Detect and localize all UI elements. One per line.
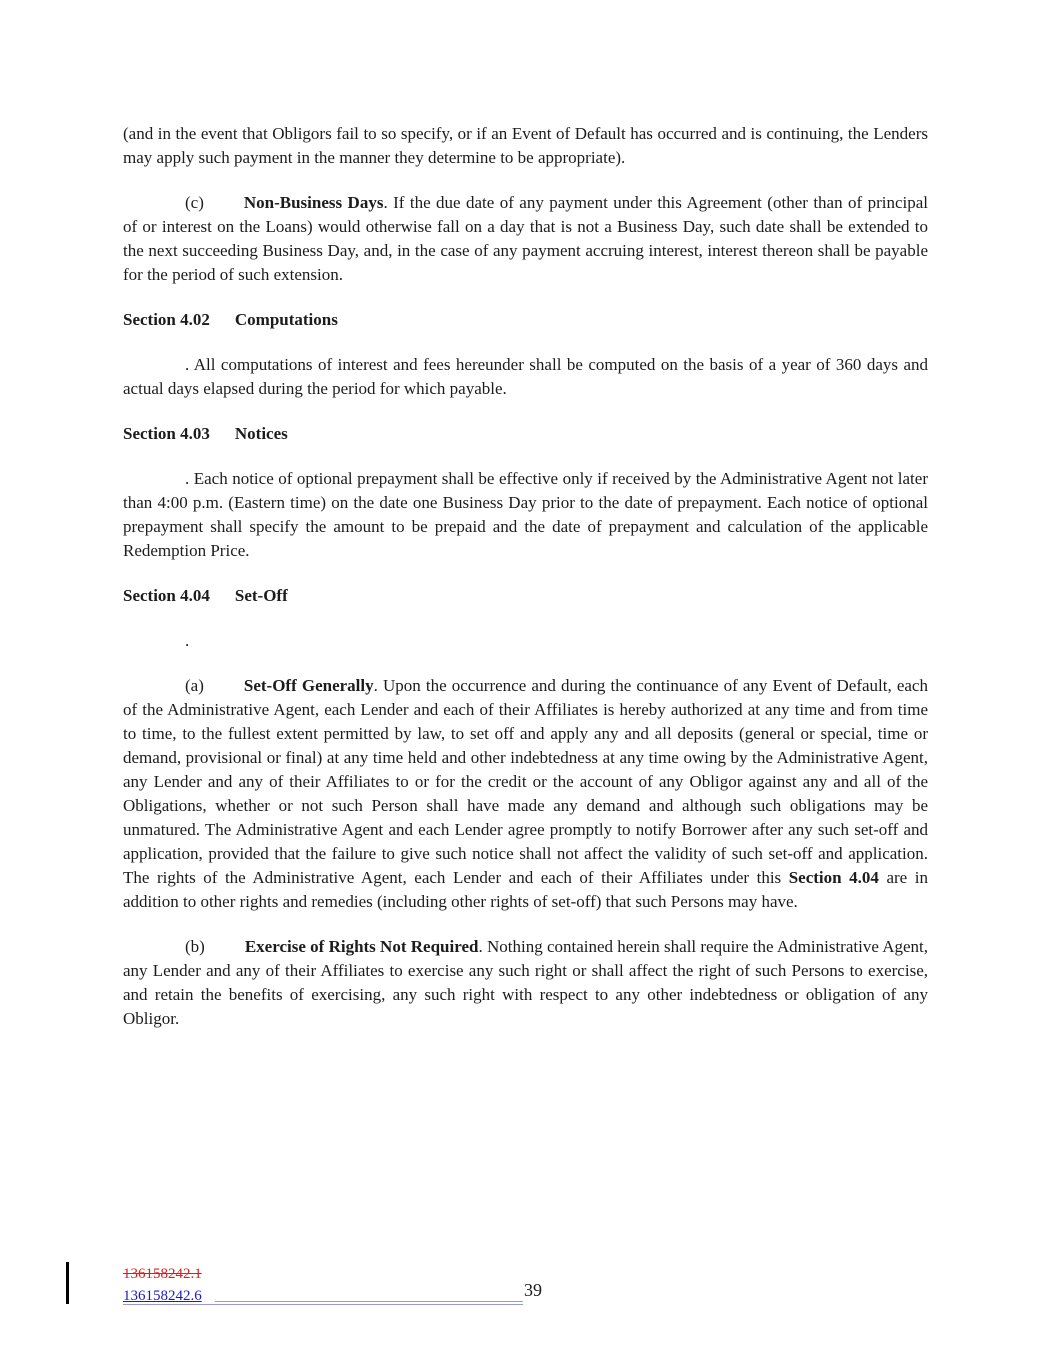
revision-change-bar (66, 1262, 69, 1304)
section-number: Section 4.04 (123, 586, 210, 605)
paragraph-intro: (and in the event that Obligors fail to so specify, or if an Event of Default has occurred and is continuing, the Lenders may apply such payment in the manner they determine to be appropriate). (123, 124, 928, 167)
section-number: Section 4.02 (123, 310, 210, 329)
section-title: Set-Off (234, 586, 288, 605)
footer-current-doc-number: 136158242.6 (123, 1288, 202, 1304)
item-b-heading: Exercise of Rights Not Required (244, 937, 479, 956)
footer-leader-line (123, 1304, 523, 1305)
item-a-text-1: . Upon the occurrence and during the continuance of any Event of Default, each of the Administrative Agent, each Lender and each of their Affiliates is hereby authorized at any time and from time to time, to the fullest extent permitted by law, to set off and apply any and all deposits (general or special, time or demand, provisional or final) at any time held and other indebtedness at any time owing by the Administrative Agent, any Lender and any of their Affiliates to or for the credit or the account of any Obligor against any and all of the Obligations, whether or not such Person shall have made any demand and although such obligations may be unmatured. The Administrative Agent and each Lender agree promptly to notify Borrower after any such set-off and application, provided that the failure to give such notice shall not affect the validity of such set-off and application. The rights of the Administrative Agent, each Lender and each of their Affiliates under this (123, 676, 928, 887)
item-b-text: . Nothing contained herein shall require the Administrative Agent, any Lender and any of their Affiliates to exercise any such right or shall affect the right of such Persons to exercise, and retain the benefits of exercising, any such right with respect to any other indebtedness or obligation of any Obligor. (123, 937, 928, 1028)
section-heading-4-02 (123, 308, 928, 332)
paragraph-item-b (123, 935, 928, 1031)
section-heading-4-04 (123, 584, 928, 608)
item-a-label: (a) (185, 676, 204, 695)
section-title: Notices (234, 424, 288, 443)
paragraph-item-a (123, 674, 928, 914)
item-c-heading: Non-Business Days (243, 193, 384, 212)
section-title: Computations (234, 310, 338, 329)
paragraph-section-4-02: . All computations of interest and fees hereunder shall be computed on the basis of a year of 360 days and actual days elapsed during the period for which payable. (123, 355, 928, 398)
paragraph-section-4-03: . Each notice of optional prepayment shall be effective only if received by the Administrative Agent not later than 4:00 p.m. (Eastern time) on the date one Business Day prior to the date of prepayment. Each notice of optional prepayment shall specify the amount to be prepaid and the date of prepayment and calculation of the applicable Redemption Price. (123, 469, 928, 560)
item-a-heading: Set-Off Generally (243, 676, 374, 695)
item-c-text: . If the due date of any payment under this Agreement (other than of principal of or interest on the Loans) would otherwise fall on a day that is not a Business Day, such date shall be extended to the next succeeding Business Day, and, in the case of any payment accruing interest, interest thereon shall be payable for the period of such extension. (123, 193, 928, 284)
item-c-label: (c) (185, 193, 204, 212)
paragraph-item-c (123, 191, 928, 287)
item-b-label: (b) (185, 937, 205, 956)
section-number: Section 4.03 (123, 424, 210, 443)
footer-deleted-doc-number: 136158242.1 (123, 1266, 202, 1282)
footer-leader-line (215, 1301, 523, 1302)
item-a-section-ref: Section 4.04 (788, 868, 879, 887)
item-a-text-2: are in addition to other rights and remedies (including other rights of set-off) that such Persons may have. (123, 868, 928, 911)
section-heading-4-03 (123, 422, 928, 446)
document-body (123, 122, 928, 1052)
paragraph-orphan-period: . (185, 631, 190, 650)
page-number: 39 (524, 1280, 542, 1300)
